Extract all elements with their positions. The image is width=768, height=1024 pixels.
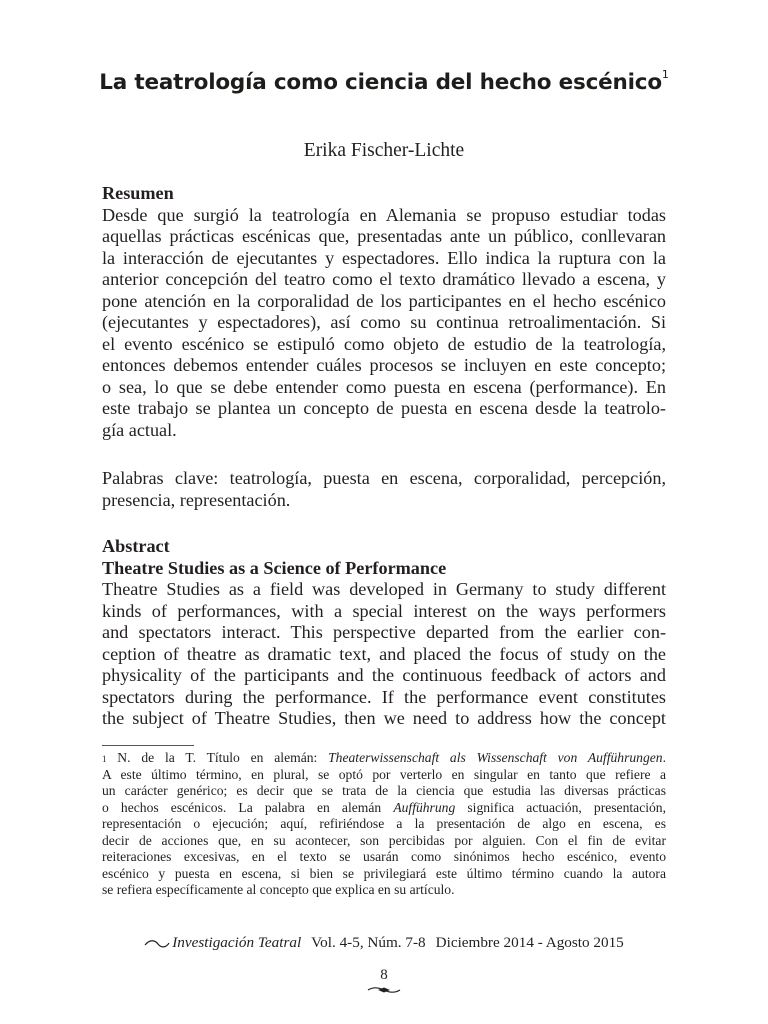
footnote-line	[102, 800, 666, 817]
footnote-text: N. de la T. Título en alemán:	[106, 750, 329, 765]
article-title	[0, 70, 768, 95]
abstract-line: spectators during the performance. If the performance event constitutes	[102, 686, 666, 707]
abstract-heading: Abstract	[102, 536, 170, 556]
keywords-section	[102, 468, 666, 511]
journal-footer	[0, 934, 768, 952]
abstract-section	[102, 536, 666, 730]
resumen-line: anterior concepción del teatro como el texto dramático llevado a escena, y	[102, 269, 666, 289]
footnote-line: representación o ejecución; aquí, refiriéndose a la presentación de algo en escena, es	[102, 816, 666, 831]
resumen-heading: Resumen	[102, 183, 174, 203]
footnote-text: o hechos escénicos. La palabra en alemán	[102, 799, 394, 815]
resumen-line: este trabajo se plantea un concepto de puesta en escena desde la teatrolo-	[102, 398, 666, 418]
footnote-line: se refiera específicamente al concepto que explica en su artículo.	[102, 882, 455, 897]
title-text: La teatrología como ciencia del hecho escénico	[99, 70, 662, 95]
abstract-line: Theatre Studies as a field was developed in Germany to study different	[102, 579, 666, 599]
footnote-line: un carácter genérico; es decir que se trata de la ciencia que estudia las diversas prácticas	[102, 783, 666, 798]
resumen-line: o sea, lo que se debe entender como puesta en escena (performance). En	[102, 376, 666, 397]
resumen-line: aquellas prácticas escénicas que, presentadas ante un público, conllevaran	[102, 226, 666, 246]
footnote-line	[102, 750, 666, 767]
journal-volume: Vol. 4-5, Núm. 7-8	[311, 934, 426, 951]
footnote-line: A este último término, en plural, se optó por verterlo en singular en tanto que refiere a	[102, 766, 666, 782]
resumen-line: la interacción de ejecutantes y espectadores. Ello indica la ruptura con la	[102, 247, 666, 268]
footnote-german-title: Theaterwissenschaft als Wissenschaft von Aufführungen	[328, 750, 663, 765]
resumen-line: entonces debemos entender cuáles procesos se incluyen en este concepto;	[102, 355, 666, 375]
swash-ornament-icon	[144, 939, 170, 949]
footnote-divider	[102, 745, 194, 746]
author-name: Erika Fischer-Lichte	[303, 140, 465, 161]
resumen-line: gía actual.	[102, 419, 177, 440]
abstract-line: physicality of the participants and the continuous feedback of actors and	[102, 665, 666, 685]
title-footnote-mark: 1	[661, 68, 669, 81]
resumen-section	[102, 183, 666, 441]
footnote-line: escénico y puesta en escena, si bien se privilegiará este último término cuando la autora	[102, 865, 666, 881]
abstract-line: and spectators interact. This perspective departed from the earlier con-	[102, 622, 666, 642]
journal-date: Diciembre 2014 - Agosto 2015	[435, 934, 624, 951]
journal-name: Investigación Teatral	[172, 934, 302, 951]
footnote	[102, 750, 666, 899]
footnote-text: significa actuación, presentación,	[455, 799, 666, 815]
footnote-mark: 1	[102, 754, 107, 764]
page-number: 8	[380, 967, 388, 983]
abstract-line: kinds of performances, with a special interest on the ways performers	[102, 600, 666, 621]
resumen-line: Desde que surgió la teatrología en Alemania se propuso estudiar todas	[102, 204, 666, 225]
footnote-text: .	[662, 750, 666, 765]
footnote-line: decir de acciones que, en su acontecer, son percibidas por alguien. Con el fin de evitar	[102, 832, 666, 848]
resumen-line: (ejecutantes y espectadores), así como su continua retroalimentación. Si	[102, 312, 666, 332]
resumen-line: pone atención en la corporalidad de los participantes en el hecho escénico	[102, 290, 666, 311]
abstract-subtitle: Theatre Studies as a Science of Performance	[102, 557, 447, 578]
keywords-line: Palabras clave: teatrología, puesta en escena, corporalidad, percepción,	[102, 468, 666, 488]
abstract-line: ception of theatre as dramatic text, and placed the focus of study on the	[102, 643, 666, 664]
footnote-german-term: Aufführung	[393, 799, 456, 815]
keywords-line: presencia, representación.	[102, 489, 291, 510]
footnote-line: reiteraciones excesivas, en el texto se usarán como sinónimos hecho escénico, evento	[102, 849, 666, 864]
resumen-line: el evento escénico se estipuló como objeto de estudio de la teatrología,	[102, 333, 666, 354]
abstract-line: the subject of Theatre Studies, then we need to address how the concept	[102, 708, 666, 728]
page-ornament-icon	[367, 985, 401, 995]
